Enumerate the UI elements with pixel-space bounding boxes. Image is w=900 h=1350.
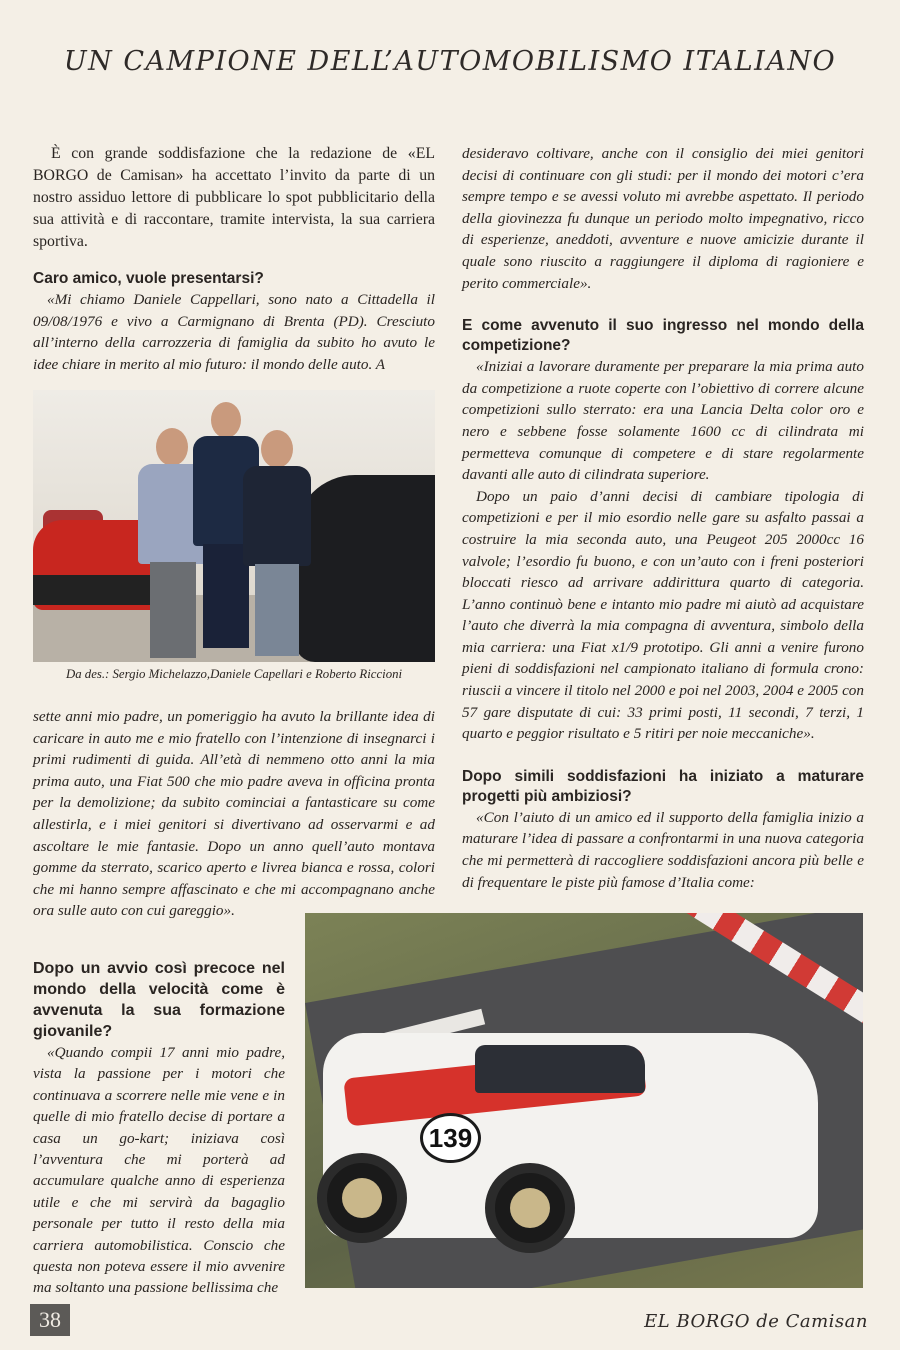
question-3: E come avvenuto il suo ingresso nel mondo della competizione? xyxy=(462,317,864,355)
race-car-photo xyxy=(305,913,863,1288)
left-column-continued xyxy=(33,706,435,922)
person-right xyxy=(243,430,311,656)
answer-2-continued: desideravo coltivare, anche con il consiglio dei miei genitori decisi di continuare con gli studi: per il mondo dei motori c’era sempre tempo e se avessi voluto mi avrebbe aspettato. Il periodo della giovinezza fu dunque un periodo molto impegnativo, ricco di esperienze, aneddoti, avventure e nuove amicizie durante il quale sono riuscito a raggiungere il diploma di ragioniere e perito commerciale». xyxy=(462,145,864,292)
page-number: 38 xyxy=(30,1304,70,1336)
answer-1: «Mi chiamo Daniele Cappellari, sono nato a Cittadella il 09/08/1976 e vivo a Carmignano di Brenta (PD). Cresciuto all’interno della carrozzeria di famiglia da subito ho avuto le idee chiare in merito al mio futuro: il mondo delle auto. A xyxy=(33,291,435,373)
windscreen xyxy=(475,1045,645,1093)
answer-4: «Con l’aiuto di un amico ed il supporto della famiglia inizio a maturare l’idea di passare a confrontarmi in una nuova categoria che mi permetterà di raccogliere soddisfazioni ancora più belle e di frequentare le piste più famose d’Italia come: xyxy=(462,808,864,891)
race-number: 139 xyxy=(420,1113,481,1163)
footer-magazine-name: EL BORGO de Camisan xyxy=(644,1311,868,1332)
question-4: Dopo simili soddisfazioni ha iniziato a maturare progetti più ambiziosi? xyxy=(462,767,864,805)
front-wheel xyxy=(485,1163,575,1253)
black-car xyxy=(295,475,435,662)
question-2: Dopo un avvio così precoce nel mondo della velocità come è avvenuta la sua formazione giovanile? xyxy=(33,960,285,1040)
left-column-bottom xyxy=(33,958,285,1299)
article-title: UN CAMPIONE DELL’AUTOMOBILISMO ITALIANO xyxy=(63,46,837,77)
answer-2: «Quando compii 17 anni mio padre, vista la passione per i motori che continuava a scorrere nelle mie vene e in quelle di mio fratello decise di portare a casa un go-kart; iniziava così l’avventura che mi porterà ad accumulare qualche anno di esperienza utile e che mi servirà da bagaglio personale per tutto il resto della mia carriera automobilistica. Conscio che questa non poteva essere il mio avvenire ma soltanto una passione bellissima che xyxy=(33,1044,285,1297)
left-column-top xyxy=(33,143,435,375)
right-column xyxy=(462,143,864,893)
intro-paragraph: È con grande soddisfazione che la redazione de «EL BORGO de Camisan» ha accettato l’invito da parte di un nostro assiduo lettore di pubblicare lo spot pubblicitario della sua attività e di raccontare, tramite intervista, la sua carriera sportiva. xyxy=(33,145,435,250)
question-1: Caro amico, vuole presentarsi? xyxy=(33,270,264,287)
photo-caption: Da des.: Sergio Michelazzo,Daniele Capellari e Roberto Riccioni xyxy=(65,667,403,681)
group-photo xyxy=(33,390,435,662)
answer-3-part-1: «Iniziai a lavorare duramente per preparare la mia prima auto da competizione a ruote coperte con l’obiettivo di correre alcune competizioni sullo sterrato: era una Lancia Delta color oro e nero e sebbene fosse solamente 1600 cc di cilindrata mi permetteva comunque di competere e di stare regolarmente davanti alle auto di cilindrata superiore. xyxy=(462,358,864,484)
answer-3-part-2: Dopo un paio d’anni decisi di cambiare tipologia di competizioni e per il mio esordio nelle gare su asfalto passai a costruire la mia seconda auto, una Peugeot 205 2000cc 16 valvole; l’esordio fu buono, e con un’auto con i freni posteriori bloccati riesco ad arrivare addirittura quarto di categoria. L’anno continuò bene e intanto mio padre mi aiutò ad acquistare l’auto che diverrà la mia compagna di avventura, simbolo della mia carriera: una Fiat x1/9 prototipo. Gli anni a venire furono pieni di soddisfazioni nel campionato italiano di formula crono: riuscii a vincere il titolo nel 2000 e poi nel 2003, 2004 e 2005 con 57 gare disputate di cui: 33 primi posti, 11 secondi, 7 terzi, 1 quarto e peggior risultato e 5 ritiri per noie meccaniche». xyxy=(462,487,864,743)
answer-1-continued: sette anni mio padre, un pomeriggio ha avuto la brillante idea di caricare in auto me e mio fratello con l’intenzione di insegnarci i primi rudimenti di guida. All’età di nemmeno otto anni la mia prima auto, una Fiat 500 che mio padre aveva in officina pronta per la demolizione; da subito cominciai a fantasticare su come allestirla, e i miei genitori si divertivano ad osservarmi e ad ascoltare le mie fantasie. Dopo un anno quell’auto montava gomme da sterrato, scarico aperto e livrea bianca e rossa, colori che mi hanno sempre affascinato e che mi accompagnano anche ora sulle auto con cui gareggio». xyxy=(33,708,435,920)
rear-wheel xyxy=(317,1153,407,1243)
